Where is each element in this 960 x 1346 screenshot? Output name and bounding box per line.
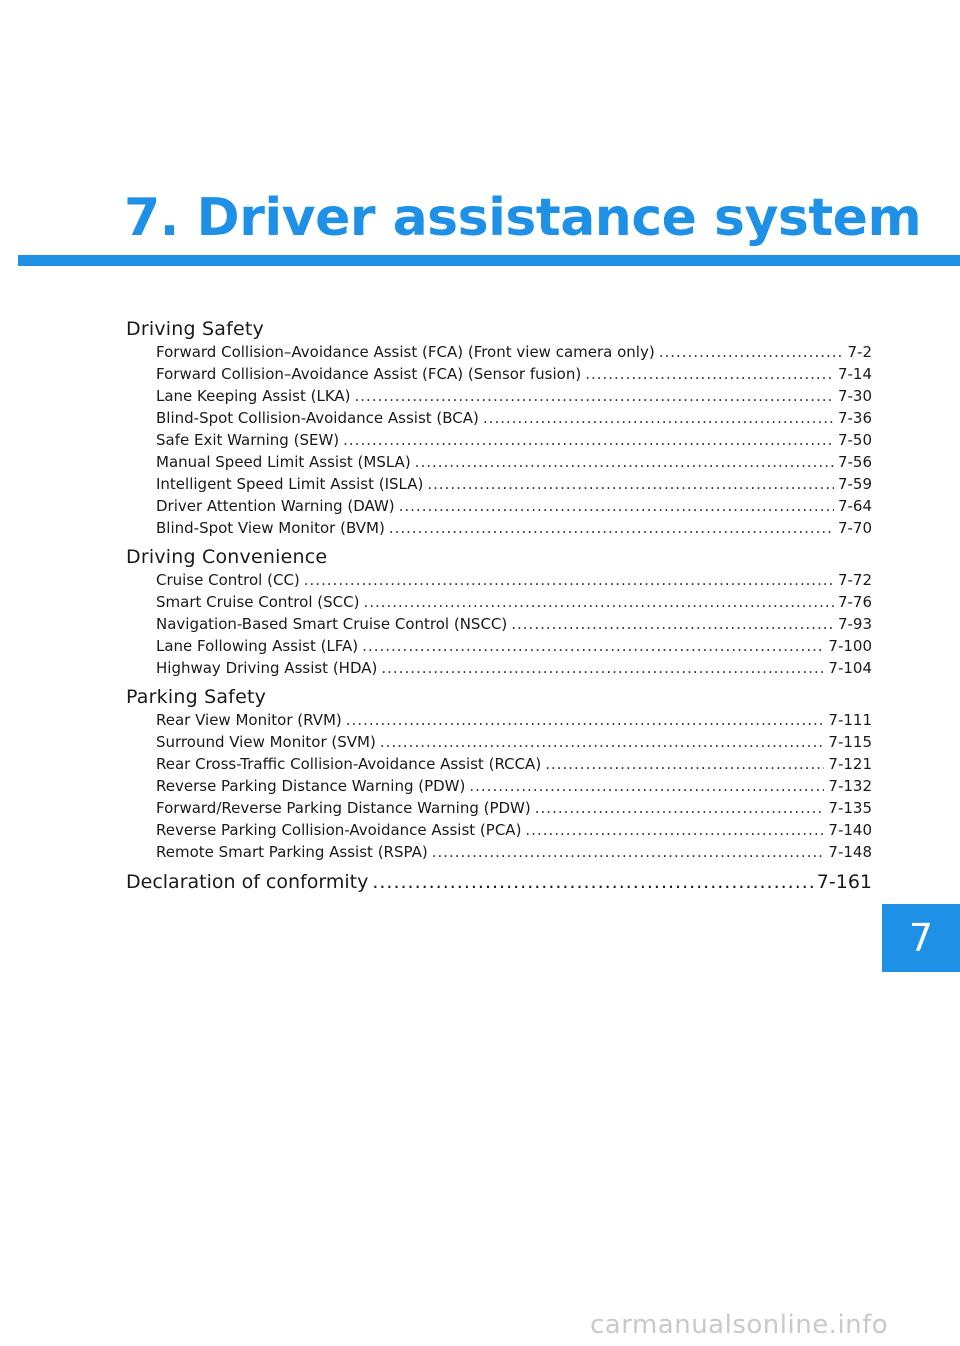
toc-entry-page: 7-14: [837, 365, 872, 383]
toc-entry-page: 7-93: [837, 615, 872, 633]
toc-entry-label: Rear View Monitor (RVM): [156, 711, 342, 729]
toc-entry[interactable]: [156, 385, 872, 407]
dot-leader: [380, 731, 825, 753]
dot-leader: [585, 363, 834, 385]
toc-entry[interactable]: [156, 797, 872, 819]
dot-leader: [362, 635, 824, 657]
toc-entry-page: 7-161: [816, 871, 872, 893]
dot-leader: [343, 429, 834, 451]
toc-entry-label: Reverse Parking Distance Warning (PDW): [156, 777, 466, 795]
chapter-title: 7. Driver assistance system: [124, 188, 922, 248]
toc-entry[interactable]: [156, 429, 872, 451]
toc-entries: [126, 709, 872, 863]
toc-entry-page: 7-121: [828, 755, 872, 773]
toc-entry-label: Reverse Parking Collision-Avoidance Assist (PCA): [156, 821, 522, 839]
toc-entry-page: 7-148: [828, 843, 872, 861]
dot-leader: [535, 797, 825, 819]
dot-leader: [483, 407, 834, 429]
toc-entry-page: 7-104: [828, 659, 872, 677]
toc-entry[interactable]: [156, 569, 872, 591]
dot-leader: [372, 870, 812, 894]
dot-leader: [399, 495, 834, 517]
toc-entry-page: 7-72: [837, 571, 872, 589]
dot-leader: [545, 753, 824, 775]
dot-leader: [346, 709, 825, 731]
toc-entries: [126, 341, 872, 539]
toc-entry-label: Blind-Spot Collision-Avoidance Assist (BCA): [156, 409, 479, 427]
toc-entry[interactable]: [156, 635, 872, 657]
toc-entry[interactable]: [156, 591, 872, 613]
toc-entry-label: Lane Keeping Assist (LKA): [156, 387, 351, 405]
toc-entry-label: Rear Cross-Traffic Collision-Avoidance Assist (RCCA): [156, 755, 542, 773]
toc-entry-label: Intelligent Speed Limit Assist (ISLA): [156, 475, 424, 493]
toc-entry-page: 7-140: [828, 821, 872, 839]
toc-entry[interactable]: [156, 657, 872, 679]
toc-entry-label: Manual Speed Limit Assist (MSLA): [156, 453, 411, 471]
toc-entry-label: Forward Collision–Avoidance Assist (FCA) (Front view camera only): [156, 343, 655, 361]
toc-entry[interactable]: [156, 407, 872, 429]
toc-entry[interactable]: [156, 451, 872, 473]
toc-entry-label: Forward Collision–Avoidance Assist (FCA) (Sensor fusion): [156, 365, 582, 383]
toc-entry-label: Remote Smart Parking Assist (RSPA): [156, 843, 428, 861]
toc-entry-label: Surround View Monitor (SVM): [156, 733, 376, 751]
toc-entry[interactable]: [156, 775, 872, 797]
toc-entry[interactable]: [156, 709, 872, 731]
watermark: carmanualsonline.info: [590, 1310, 889, 1340]
toc-entry-page: 7-76: [837, 593, 872, 611]
dot-leader: [381, 657, 824, 679]
toc-entry-label: Lane Following Assist (LFA): [156, 637, 359, 655]
toc-entry-page: 7-30: [837, 387, 872, 405]
toc-sections: [126, 318, 872, 863]
chapter-tab[interactable]: [882, 904, 960, 972]
toc-entry-page: 7-115: [828, 733, 872, 751]
toc-entry-page: 7-36: [837, 409, 872, 427]
dot-leader: [427, 473, 834, 495]
toc-entry-label: Safe Exit Warning (SEW): [156, 431, 340, 449]
dot-leader: [304, 569, 834, 591]
toc-entry-page: 7-111: [828, 711, 872, 729]
toc-entry-label: Smart Cruise Control (SCC): [156, 593, 360, 611]
toc-section-heading[interactable]: Parking Safety: [126, 686, 267, 708]
toc-entry[interactable]: [156, 495, 872, 517]
toc-entry[interactable]: [156, 753, 872, 775]
dot-leader: [363, 591, 834, 613]
toc-entry-label: Driver Attention Warning (DAW): [156, 497, 395, 515]
toc-entry-page: 7-135: [828, 799, 872, 817]
toc-entry[interactable]: [156, 363, 872, 385]
toc-entry-page: 7-70: [837, 519, 872, 537]
toc-section-heading[interactable]: Driving Safety: [126, 318, 264, 340]
toc-entry-label: Navigation-Based Smart Cruise Control (NSCC): [156, 615, 508, 633]
dot-leader: [432, 841, 825, 863]
dot-leader: [525, 819, 824, 841]
chapter-tab-number: 7: [908, 916, 934, 960]
toc-entry[interactable]: [156, 731, 872, 753]
toc-entry[interactable]: [156, 473, 872, 495]
toc-entry-page: 7-2: [847, 343, 872, 361]
toc-entry-page: 7-100: [828, 637, 872, 655]
dot-leader: [469, 775, 824, 797]
toc-entry[interactable]: [156, 517, 872, 539]
table-of-contents: [126, 318, 872, 894]
toc-entries: [126, 569, 872, 679]
toc-entry[interactable]: [156, 841, 872, 863]
toc-entry-label: Highway Driving Assist (HDA): [156, 659, 378, 677]
dot-leader: [415, 451, 834, 473]
dot-leader: [355, 385, 834, 407]
toc-entry-page: 7-59: [837, 475, 872, 493]
toc-entry-label: Blind-Spot View Monitor (BVM): [156, 519, 385, 537]
title-rule: [18, 255, 960, 266]
toc-section: [126, 546, 872, 679]
toc-entry[interactable]: [156, 341, 872, 363]
toc-section: [126, 686, 872, 863]
toc-section-heading[interactable]: Driving Convenience: [126, 546, 328, 568]
toc-section: [126, 318, 872, 539]
toc-entry-declaration[interactable]: [126, 870, 872, 894]
toc-entry-page: 7-132: [828, 777, 872, 795]
toc-entry-label: Declaration of conformity: [126, 871, 369, 893]
toc-entry[interactable]: [156, 819, 872, 841]
toc-entry-label: Forward/Reverse Parking Distance Warning (PDW): [156, 799, 531, 817]
dot-leader: [511, 613, 834, 635]
toc-entry-page: 7-64: [837, 497, 872, 515]
dot-leader: [659, 341, 844, 363]
toc-entry-label: Cruise Control (CC): [156, 571, 300, 589]
toc-entry[interactable]: [156, 613, 872, 635]
dot-leader: [389, 517, 834, 539]
toc-entry-page: 7-56: [837, 453, 872, 471]
toc-entry-page: 7-50: [837, 431, 872, 449]
